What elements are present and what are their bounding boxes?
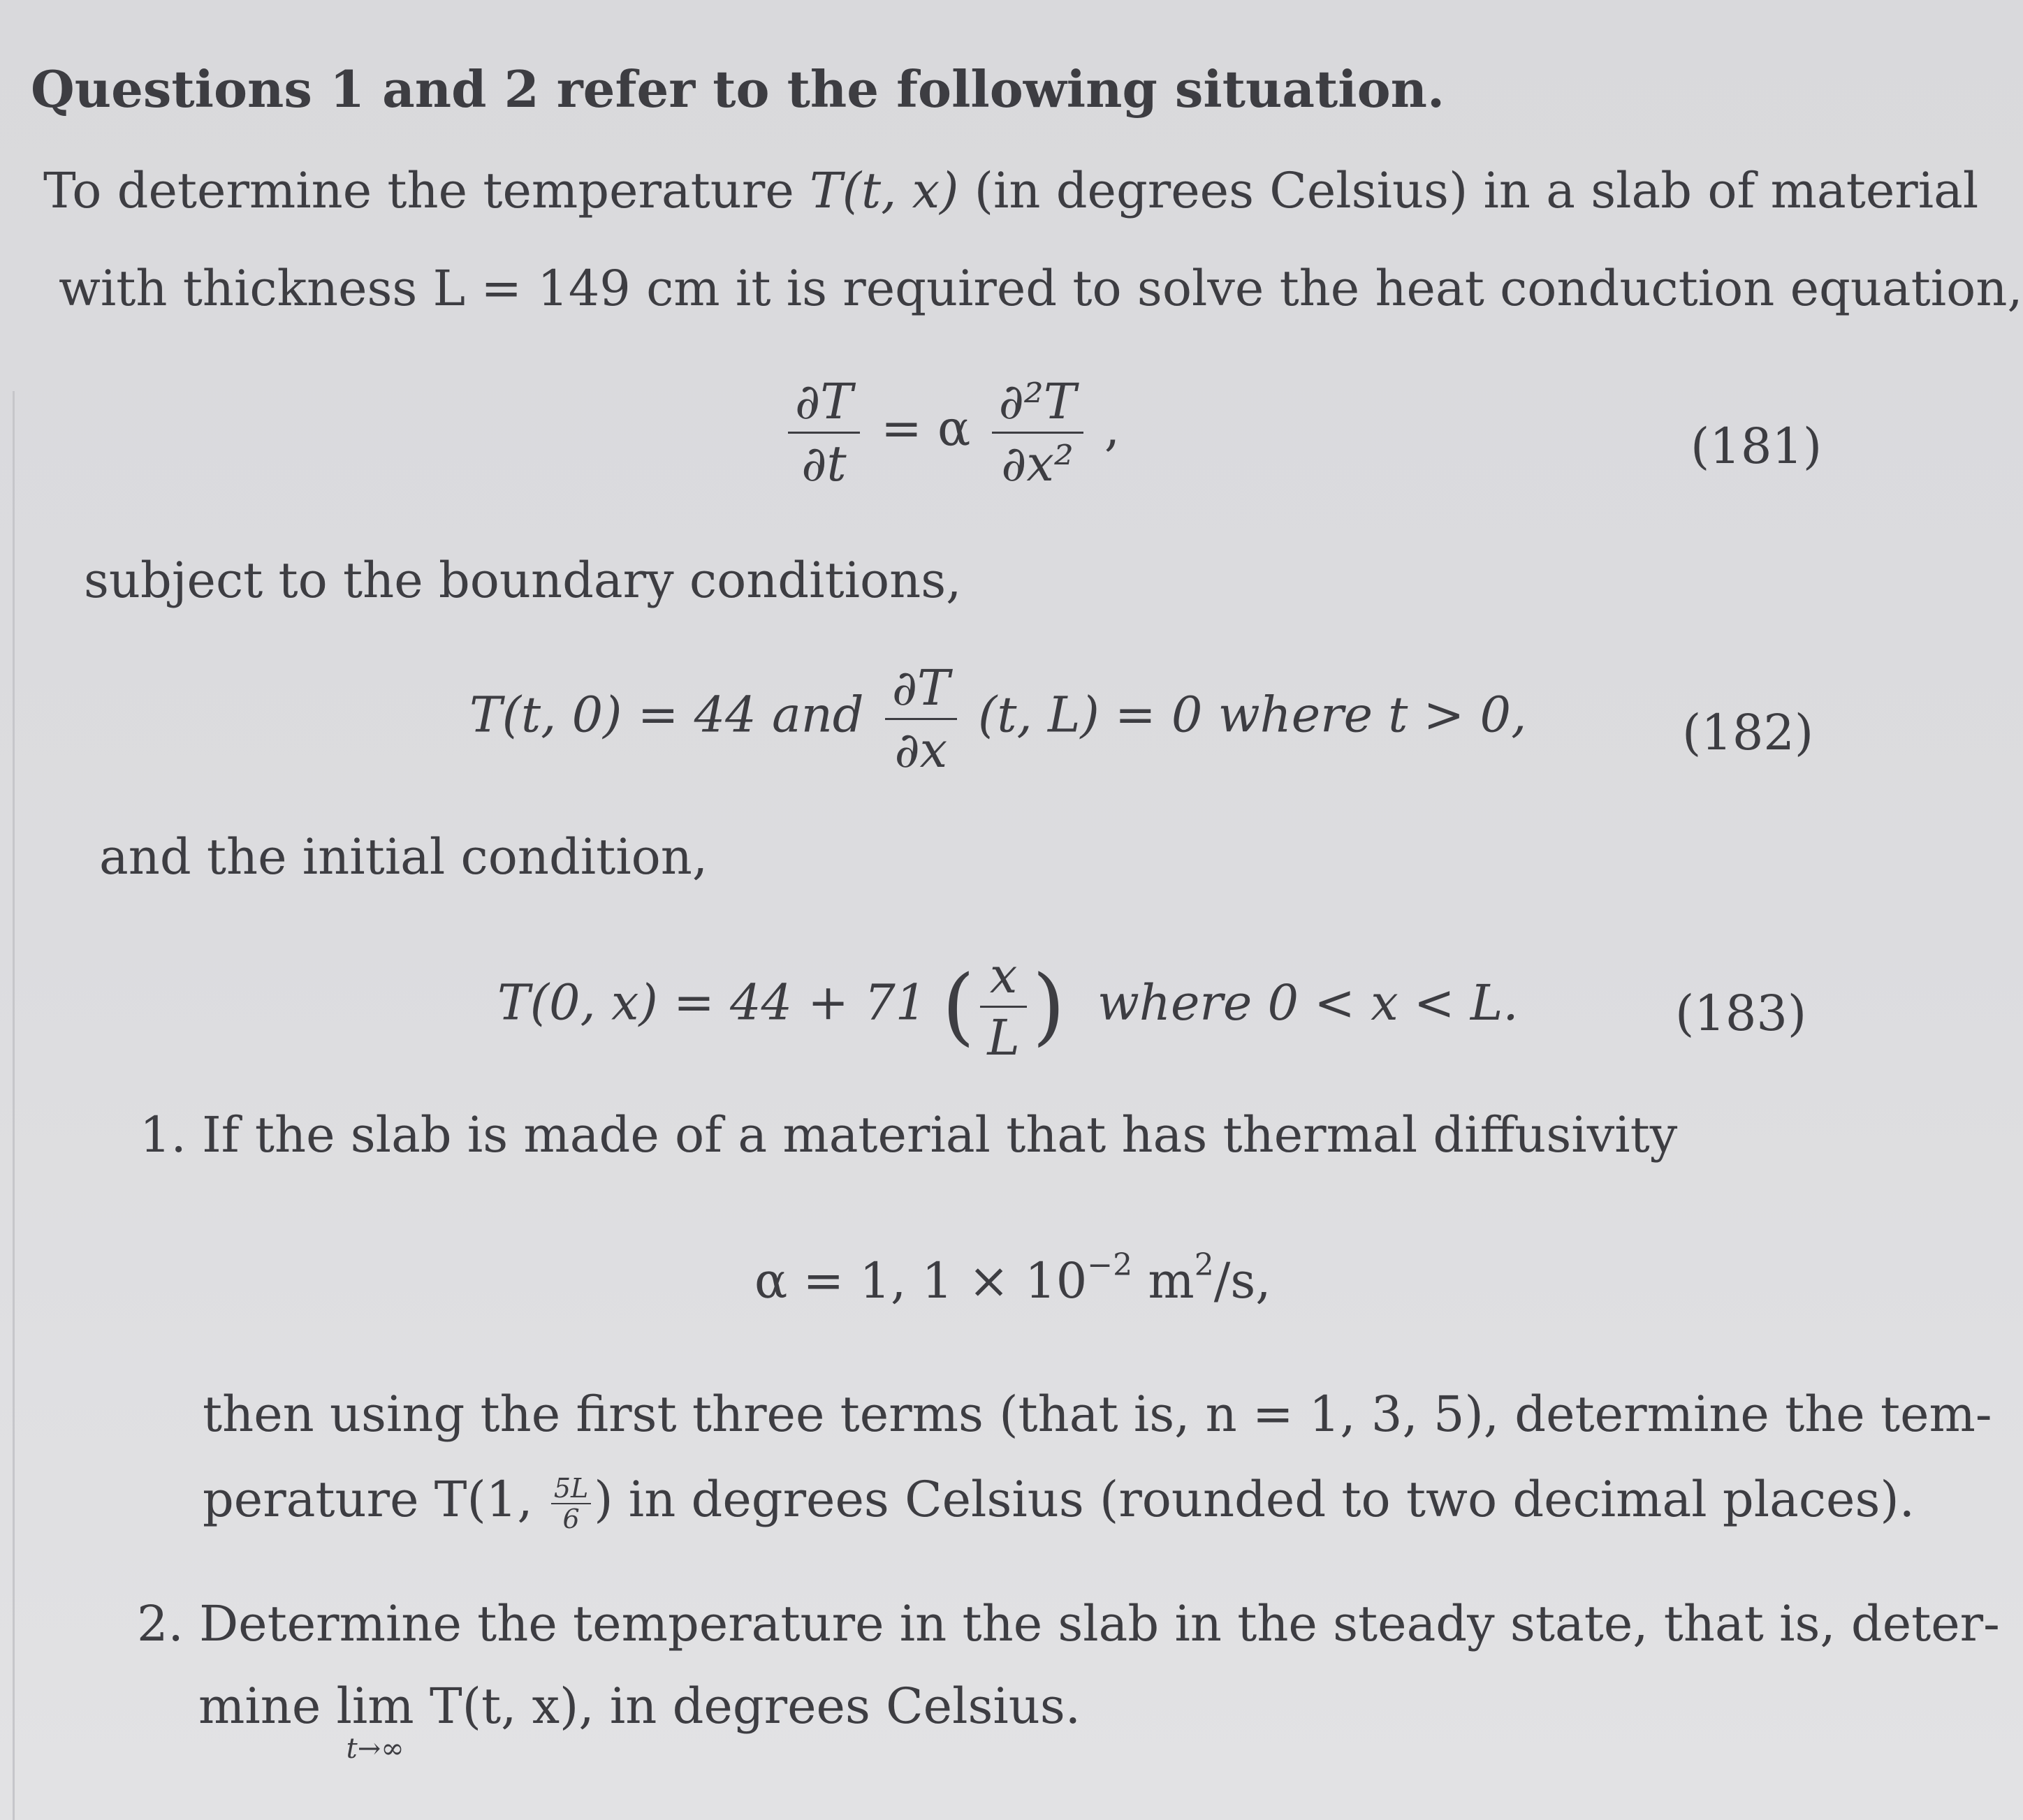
- lhs-numerator: ∂T: [795, 373, 853, 430]
- intro-text: To determine the temperature: [43, 162, 810, 219]
- question-1-line-4b: ) in degrees Celsius (rounded to two decimal places).: [594, 1471, 1915, 1528]
- eq183-numerator: x: [989, 947, 1018, 1004]
- eq183-lhs: T(0, x) = 44 + 71: [497, 974, 927, 1032]
- alpha-unit-exponent: 2: [1194, 1247, 1214, 1283]
- question-2-line-1: [137, 1595, 2000, 1652]
- alpha-exponent: −2: [1087, 1247, 1133, 1283]
- right-paren: ): [1032, 957, 1065, 1055]
- lhs-denominator: ∂t: [788, 432, 860, 488]
- limit-operator: [336, 1678, 414, 1765]
- equation-182: [469, 659, 1527, 779]
- question-1-text: If the slab is made of a material that has thermal diffusivity: [202, 1106, 1678, 1164]
- eq183-denominator: L: [980, 1006, 1026, 1062]
- question-1-line-1: [140, 1106, 1678, 1164]
- question-2-text: Determine the temperature in the slab in the steady state, that is, deter-: [199, 1595, 2000, 1652]
- alpha-expression: α = 1, 1 × 10: [754, 1252, 1088, 1309]
- left-paren: (: [942, 957, 975, 1055]
- section-heading: Questions 1 and 2 refer to the following situation.: [31, 59, 1445, 119]
- question-1-line-4a: perature T(1,: [203, 1471, 548, 1528]
- small-frac-numerator: 5L: [553, 1473, 589, 1504]
- alpha-unit: m: [1132, 1252, 1195, 1309]
- small-frac-denominator: 6: [551, 1503, 591, 1532]
- question-2-marker: 2.: [137, 1595, 184, 1652]
- intro-line-2: with thickness L = 149 cm it is required to solve the heat conduction equation,: [59, 260, 2023, 317]
- question-1-marker: 1.: [140, 1106, 187, 1164]
- intro-line-1: [43, 162, 1979, 219]
- equation-183: [497, 947, 1519, 1066]
- eq182-part2: (t, L) = 0 where t > 0,: [978, 686, 1527, 744]
- rhs-fraction: [992, 373, 1083, 492]
- question-1-line-3: then using the first three terms (that is, n = 1, 3, 5), determine the tem-: [203, 1386, 1992, 1443]
- eq182-numerator: ∂T: [891, 659, 950, 717]
- rhs-denominator: ∂x²: [992, 432, 1083, 488]
- question-2-line-2b: T(t, x), in degrees Celsius.: [414, 1678, 1081, 1735]
- eq182-fraction: [885, 659, 957, 779]
- eq181-comma: ,: [1104, 399, 1120, 457]
- five-l-over-six: [551, 1475, 591, 1532]
- rhs-numerator: ∂²T: [998, 373, 1076, 430]
- lhs-fraction: [788, 373, 860, 492]
- equation-number-183: (183): [1675, 985, 1807, 1042]
- limit-subscript: t→∞: [346, 1733, 404, 1765]
- temperature-function: T(t, x): [810, 162, 959, 219]
- equation-number-182: (182): [1682, 704, 1814, 761]
- alpha-value: [754, 1247, 1271, 1309]
- eq182-part1: T(t, 0) = 44 and: [469, 686, 864, 744]
- equation-181: [782, 373, 1120, 492]
- equation-number-181: (181): [1690, 418, 1823, 475]
- page-edge: [13, 391, 15, 1820]
- question-2-line-2: [198, 1678, 1081, 1765]
- boundary-intro: subject to the boundary conditions,: [84, 552, 962, 609]
- equals-alpha: = α: [881, 399, 971, 457]
- eq182-denominator: ∂x: [885, 718, 957, 775]
- limit-label: lim: [336, 1678, 414, 1735]
- initial-intro: and the initial condition,: [99, 828, 708, 886]
- question-1-line-4: [203, 1471, 1915, 1534]
- alpha-tail: /s,: [1213, 1252, 1271, 1309]
- eq183-fraction: [980, 947, 1026, 1066]
- intro-text-cont: (in degrees Celsius) in a slab of material: [958, 162, 1979, 219]
- eq183-rhs: where 0 < x < L.: [1097, 974, 1519, 1032]
- question-2-line-2a: mine: [198, 1678, 337, 1735]
